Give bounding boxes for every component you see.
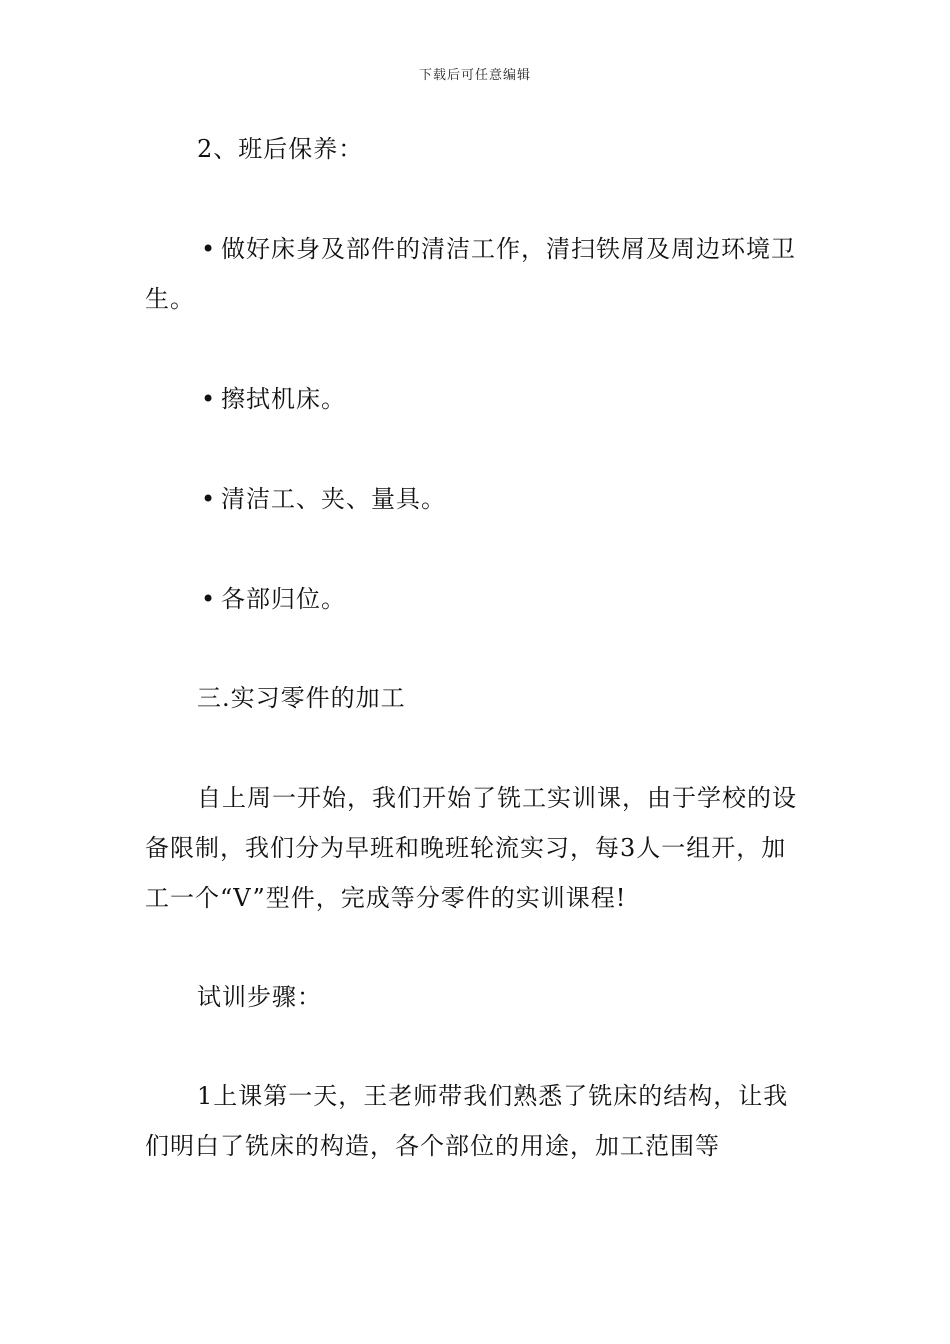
section-2-heading: 2、班后保养： bbox=[197, 135, 364, 163]
bullet-text: 擦拭机床。 bbox=[221, 385, 346, 413]
bullet-text: 清洁工、夹、量具。 bbox=[221, 485, 446, 513]
section-3-heading: 三.实习零件的加工 bbox=[197, 684, 406, 712]
bullet-item-3 bbox=[145, 474, 809, 524]
bullet-text: 各部归位。 bbox=[221, 585, 346, 613]
bullet-dot: • bbox=[201, 585, 217, 613]
bullet-item-4 bbox=[145, 574, 809, 624]
bullet-item-2 bbox=[145, 374, 809, 424]
bullet-dot: • bbox=[201, 385, 217, 413]
header-note: 下载后可任意编辑 bbox=[418, 68, 531, 83]
steps-heading: 试训步骤： bbox=[197, 983, 322, 1011]
bullet-item-1 bbox=[145, 224, 809, 324]
bullet-dot: • bbox=[201, 235, 217, 263]
bullet-text: 做好床身及部件的清洁工作，清扫铁屑及周边环境卫生。 bbox=[145, 235, 796, 313]
paragraph-intro: 自上周一开始，我们开始了铣工实训课，由于学校的设备限制，我们分为早班和晚班轮流实习，每3人一组开，加工一个“V”型件，完成等分零件的实训课程! bbox=[145, 784, 797, 912]
bullet-dot: • bbox=[201, 485, 217, 513]
paragraph-step-1: 1上课第一天，王老师带我们熟悉了铣床的结构，让我们明白了铣床的构造，各个部位的用途，加工范围等 bbox=[145, 1082, 789, 1160]
